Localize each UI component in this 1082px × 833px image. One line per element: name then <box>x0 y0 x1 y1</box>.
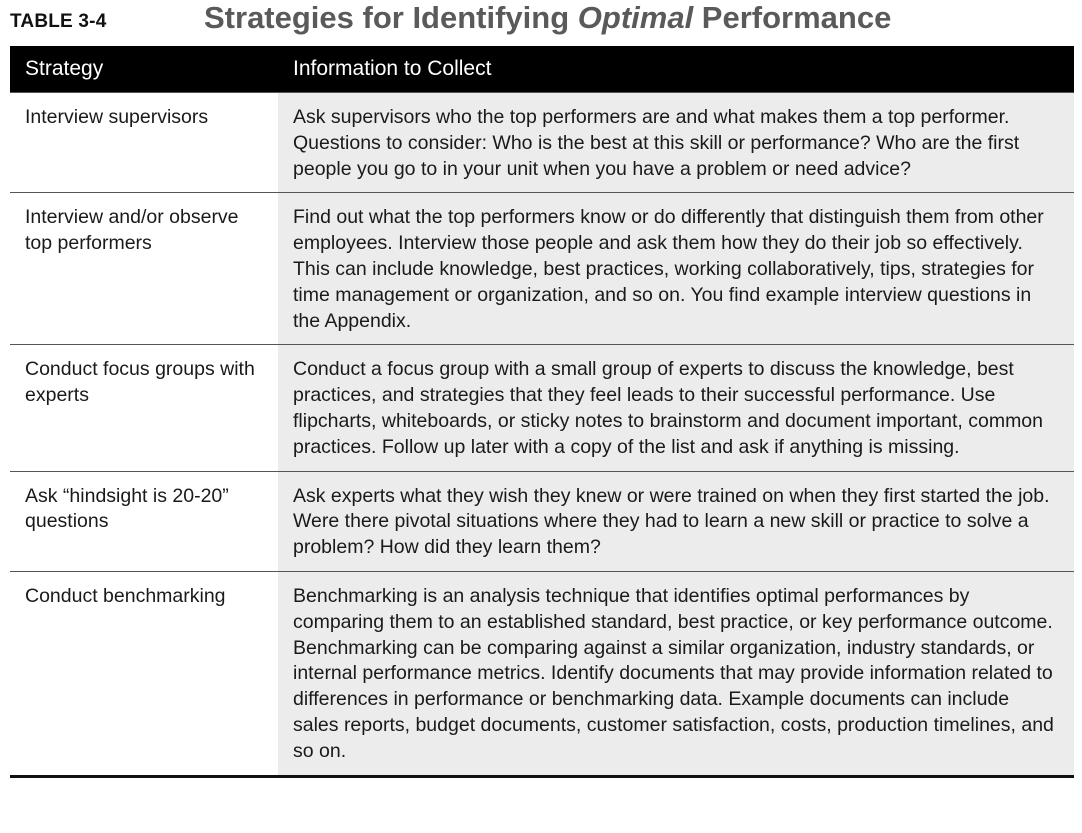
strategy-cell: Interview and/or observe top performers <box>10 193 278 344</box>
information-cell: Ask supervisors who the top performers are and what makes them a top performer. Questions to consider: Who is the best at this skill or performance? Who are the first people you go to in your unit when you have a problem or need advice? <box>278 93 1074 192</box>
strategy-cell: Ask “hindsight is 20-20” questions <box>10 472 278 571</box>
table-title <box>204 0 891 36</box>
information-cell: Benchmarking is an analysis technique that identifies optimal performances by comparing them to an established standard, best practice, or key performance outcome. Benchmarking can be comparing against a similar organization, industry standards, or internal performance metrics. Identify documents that may provide information related to differences in performance or benchmarking data. Example documents can include sales reports, budget documents, customer satisfaction, costs, production timelines, and so on. <box>278 572 1074 775</box>
information-cell: Find out what the top performers know or do differently that distinguish them from other employees. Interview those people and ask them how they do their job so effectively. This can include knowledge, best practices, working collaboratively, tips, strategies for time management or organization, and so on. You find example interview questions in the Appendix. <box>278 193 1074 344</box>
table-row <box>10 92 1074 192</box>
table-title-emphasis: Optimal <box>577 0 694 35</box>
information-cell: Ask experts what they wish they knew or were trained on when they first started the job. Were there pivotal situations where they had to learn a new skill or practice to solve a problem? How did they learn them? <box>278 472 1074 571</box>
table-title-start: Strategies for Identifying <box>204 0 578 35</box>
table-caption <box>10 0 1074 44</box>
table-label: TABLE 3-4 <box>10 11 107 32</box>
table-row <box>10 344 1074 470</box>
strategy-cell: Conduct focus groups with experts <box>10 345 278 470</box>
table-row <box>10 571 1074 775</box>
information-cell: Conduct a focus group with a small group of experts to discuss the knowledge, best practices, and strategies that they feel leads to their successful performance. Use flipcharts, whiteboards, or sticky notes to brainstorm and document important, common practices. Follow up later with a copy of the list and ask if anything is missing. <box>278 345 1074 470</box>
strategy-cell: Interview supervisors <box>10 93 278 192</box>
strategies-table <box>10 46 1074 778</box>
table-title-end: Performance <box>693 0 892 35</box>
column-header-information: Information to Collect <box>293 57 492 80</box>
column-header-strategy: Strategy <box>25 57 104 80</box>
strategy-cell: Conduct benchmarking <box>10 572 278 775</box>
table-header-row <box>10 46 1074 92</box>
table-row <box>10 471 1074 571</box>
table-row <box>10 192 1074 344</box>
